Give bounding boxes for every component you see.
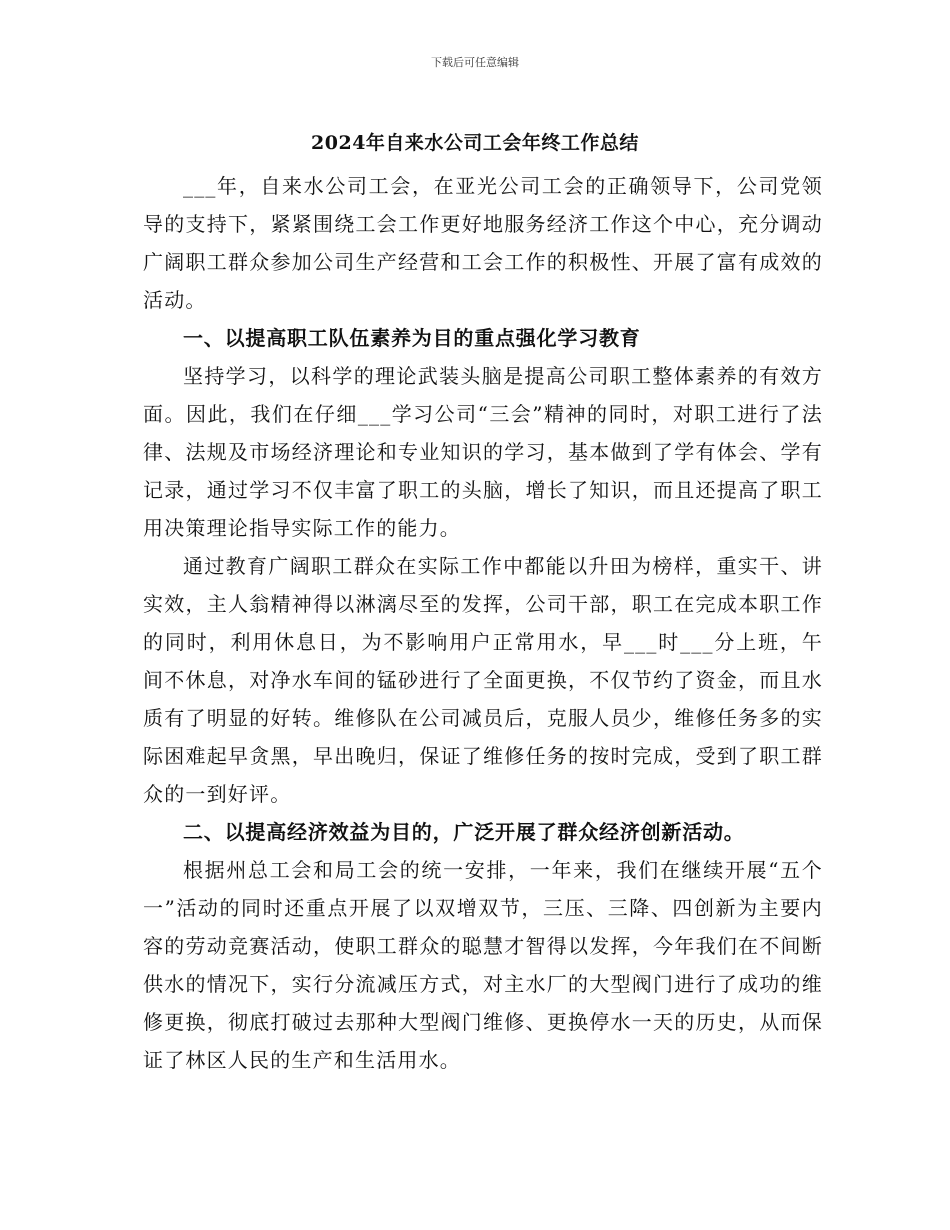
paragraph-education: 通过教育广阔职工群众在实际工作中都能以升田为榜样，重实干、讲实效，主人翁精神得以淋漓尽至的发挥，公司干部，职工在完成本职工作的同时，利用休息日，为不影响用户正常用水，早___时___分上班，午间不休息，对净水车间的锰砂进行了全面更换，不仅节约了资金，而且水质有了明显的好转。维修队在公司减员后，克服人员少，维修任务多的实际困难起早贪黑，早出晚归，保证了维修任务的按时完成，受到了职工群众的一到好评。 <box>143 554 823 806</box>
section-heading-2: 二、以提高经济效益为目的，广泛开展了群众经济创新活动。 <box>183 820 745 844</box>
paragraph-intro: ___年，自来水公司工会，在亚光公司工会的正确领导下，公司党领导的支持下，紧紧围绕工会工作更好地服务经济工作这个中心，充分调动广阔职工群众参加公司生产经营和工会工作的积极性、开展了富有成效的活动。 <box>143 174 823 312</box>
section-heading-1: 一、以提高职工队伍素养为目的重点强化学习教育 <box>183 326 641 350</box>
header-note: 下载后可任意编辑 <box>431 56 519 69</box>
paragraph-study: 坚持学习，以科学的理论武装头脑是提高公司职工整体素养的有效方面。因此，我们在仔细___学习公司“三会”精神的同时，对职工进行了法律、法规及市场经济理论和专业知识的学习，基本做到了学有体会、学有记录，通过学习不仅丰富了职工的头脑，增长了知识，而且还提高了职工用决策理论指导实际工作的能力。 <box>143 364 823 540</box>
document-title: 2024年自来水公司工会年终工作总结 <box>311 132 639 154</box>
paragraph-innovation: 根据州总工会和局工会的统一安排，一年来，我们在继续开展“五个一”活动的同时还重点开展了以双增双节，三压、三降、四创新为主要内容的劳动竞赛活动，使职工群众的聪慧才智得以发挥，今年我们在不间断供水的情况下，实行分流减压方式，对主水厂的大型阀门进行了成功的维修更换，彻底打破过去那种大型阀门维修、更换停水一天的历史，从而保证了林区人民的生产和生活用水。 <box>143 858 823 1072</box>
document-body <box>143 167 823 1079</box>
